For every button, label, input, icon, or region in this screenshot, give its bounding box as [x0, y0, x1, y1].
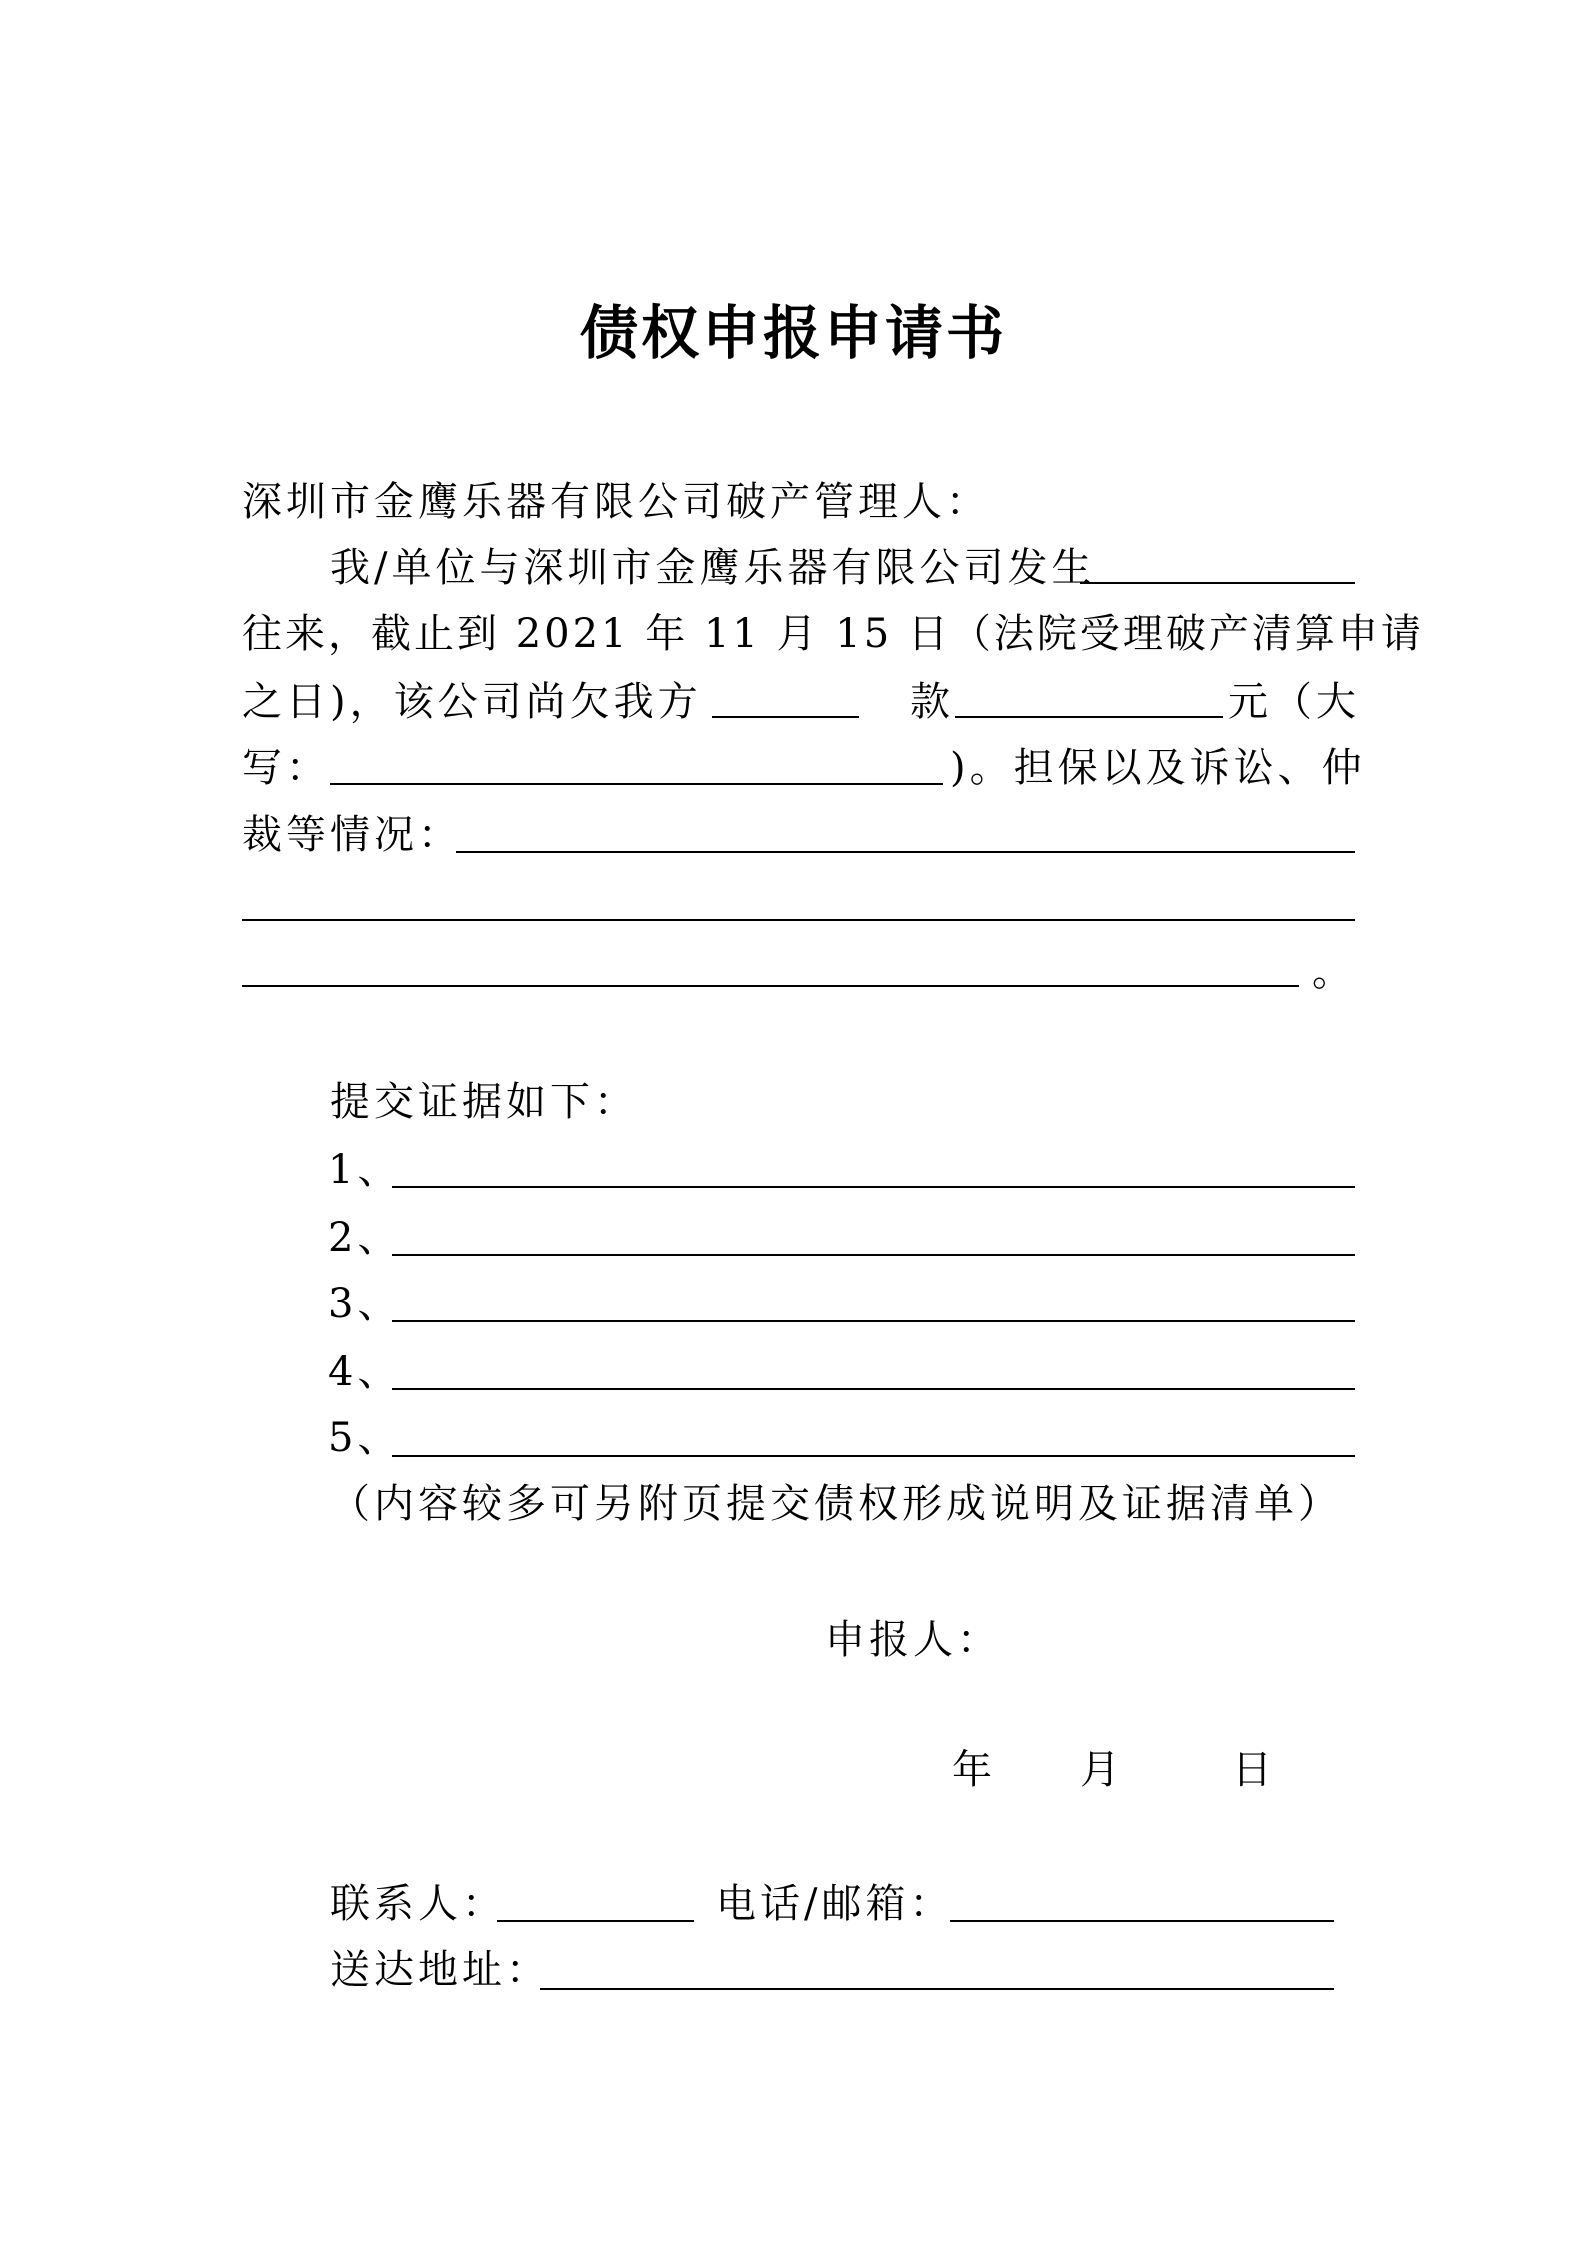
paragraph-line-4-start: 写：: [242, 745, 330, 791]
address-blank[interactable]: [540, 1988, 1334, 1990]
paragraph-line-1: 我/单位与深圳市金鹰乐器有限公司发生: [330, 545, 1096, 591]
evidence-item-number: 1、: [328, 1147, 402, 1193]
contact-person-label: 联系人：: [330, 1881, 506, 1927]
paragraph-line-3-kuan: 款: [910, 679, 954, 725]
business-type-blank[interactable]: [1080, 582, 1355, 584]
evidence-item-number: 3、: [328, 1281, 402, 1327]
evidence-heading: 提交证据如下：: [330, 1079, 638, 1125]
paragraph-line-3-start: 之日)，该公司尚欠我方: [242, 679, 702, 725]
evidence-item-blank[interactable]: [392, 1455, 1355, 1457]
address-label: 送达地址：: [330, 1947, 550, 1993]
evidence-item-blank[interactable]: [392, 1254, 1355, 1256]
debt-type-blank[interactable]: [712, 716, 859, 718]
contact-person-blank[interactable]: [497, 1920, 694, 1922]
addressee: 深圳市金鹰乐器有限公司破产管理人：: [242, 479, 990, 525]
paragraph-end-mark: 。: [1312, 949, 1356, 995]
guarantee-litigation-blank-1[interactable]: [456, 851, 1355, 853]
phone-email-label: 电话/邮箱：: [716, 1881, 954, 1927]
paragraph-line-5: 裁等情况：: [242, 812, 462, 858]
date-year-label: 年: [952, 1747, 996, 1793]
date-day-label: 日: [1232, 1747, 1276, 1793]
date-month-label: 月: [1080, 1747, 1124, 1793]
evidence-item-number: 5、: [328, 1415, 402, 1461]
amount-in-words-blank[interactable]: [330, 783, 943, 785]
guarantee-litigation-blank-3[interactable]: [242, 985, 1299, 987]
evidence-item-blank[interactable]: [392, 1388, 1355, 1390]
evidence-item-blank[interactable]: [392, 1320, 1355, 1322]
evidence-item-number: 4、: [328, 1349, 402, 1395]
applicant-label: 申报人：: [825, 1617, 1001, 1663]
evidence-item-number: 2、: [328, 1215, 402, 1261]
guarantee-litigation-blank-2[interactable]: [242, 919, 1355, 921]
paragraph-line-3-end: 元（大: [1228, 679, 1360, 725]
paragraph-line-2: 往来，截止到 2021 年 11 月 15 日（法院受理破产清算申请: [242, 611, 1424, 657]
evidence-item-blank[interactable]: [392, 1186, 1355, 1188]
phone-email-blank[interactable]: [950, 1920, 1334, 1922]
paragraph-line-4-end: )。担保以及诉讼、仲: [950, 745, 1366, 791]
evidence-note: （内容较多可另附页提交债权形成说明及证据清单）: [330, 1481, 1342, 1527]
document-title: 债权申报申请书: [579, 299, 1007, 367]
amount-blank[interactable]: [955, 716, 1223, 718]
